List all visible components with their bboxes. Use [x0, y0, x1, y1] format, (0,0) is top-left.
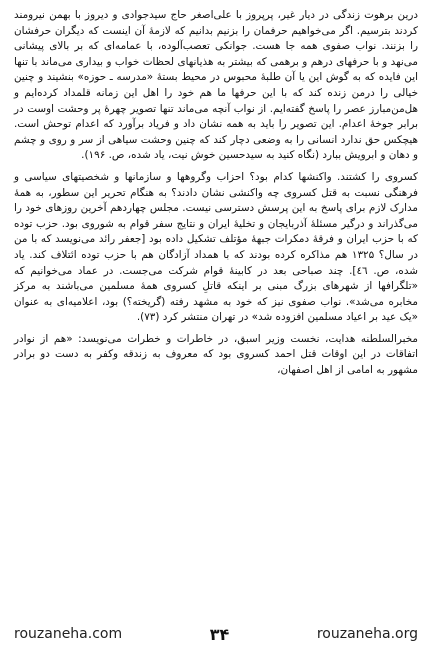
site-url-left: rouzaneha.com — [14, 626, 123, 642]
page-number: ۳۴ — [209, 624, 230, 644]
page-footer — [0, 623, 432, 645]
site-url-right: rouzaneha.org — [316, 626, 418, 642]
paragraph-1: درین برهوت زندگی در دیار غیر، پرپروز با علی‌اصغر حاج سیدجوادی و دیروز با بهمن نیرومند کردند بترسیم. اگر می‌خواهیم حرفمان را بزنیم بدانیم که لازمهٔ آن اینست که دیگران حرفشان را بزنند. نواب صفوی همه جا هست. جوانکی تعصب‌آلوده، با عمامه‌ای که بر بالای پیشانی می‌نهد و با حرفهای درهم و برهمی که بیشتر به هذیانهای لحظات خواب و بیداری می‌ماند با تنها این فایده که به گوش این یا آن طلبهٔ محبوس در محیط بستهٔ «مدرسه ـ حوزه» بنشیند و چنین خیالی را درمن زنده کند که با این حرفها ما هم خود را اهل این زمانه قلمداد کرده‌ایم و هل‌من‌مبارز عصر را پاسخ گفته‌ایم. از نواب آنچه می‌ماند تنها تصویر چهرهٔ پر وحشت اوست در برابر جوخهٔ اعدام. این تصویر را باید به همه نشان داد و فریاد برآورد که اعدام توحش است. هیچکس حق ندارد انسانی را به وضعی دچار کند که چنین وحشت سیاهی از سر و روی و چشم و دهان و ابرویش ببارد (نگاه کنید به سیدحسین خوش نیت، یاد شده، ص. ۱۹۶). — [14, 9, 418, 162]
paragraph-3: مخبرالسلطنه هدایت، نخست وزیر اسبق، در خاطرات و خطرات می‌نویسد: «هم از نوادر اتفاقات در این اوقات قتل احمد کسروی بود که معروف به زندقه وکفر به دست دو برادر مشهور به امامی از اهل اصفهان، — [14, 332, 418, 377]
paragraph-2: کسروی را کشتند. واکنشها کدام بود؟ احزاب وگروهها و سازمانها و شخصیتهای سیاسی و فرهنگی نسبت به قتل کسروی چه واکنشی نشان دادند؟ به هنگام تحریر این سطور، به همهٔ مدارک لازم برای پاسخ به این پرسش دسترسی نیست. مجلس چهاردهم آخرین روزهای خود را می‌گذراند و درگیر مسئلهٔ آذربایجان و تخلیهٔ ایران و نتایج سفر قوام به شوروی بود. حزب توده که با حزب ایران و فرقهٔ دمکرات جبههٔ مؤتلف تشکیل داده بود [جعفر رائد می‌نویسد که با من در سال؟ ۱۳۲۵ هم مذاکره کرده بودند که با همداد آزادگان هم با حزب توده ائتلاف کند. یاد شده، ص. ٤٦]. چند صباحی بعد در کابینهٔ قوام شرکت می‌جست. در عماد می‌خوانیم که «تلگرافها از شهرهای بزرگ مبنی بر اینکه قاتلِ کسروی همهٔ مسلمین می‌باشند به مرکز مخابره می‌شد». نواب صفوی نیز که خود به مشهد رفته (گریخته؟) بود، اعلامیه‌ای به عنوان «یک عید بر اعیاد مسلمین افزوده شد» در تهران منتشر کرد (۷۳). — [14, 170, 419, 324]
body-text — [14, 8, 418, 379]
